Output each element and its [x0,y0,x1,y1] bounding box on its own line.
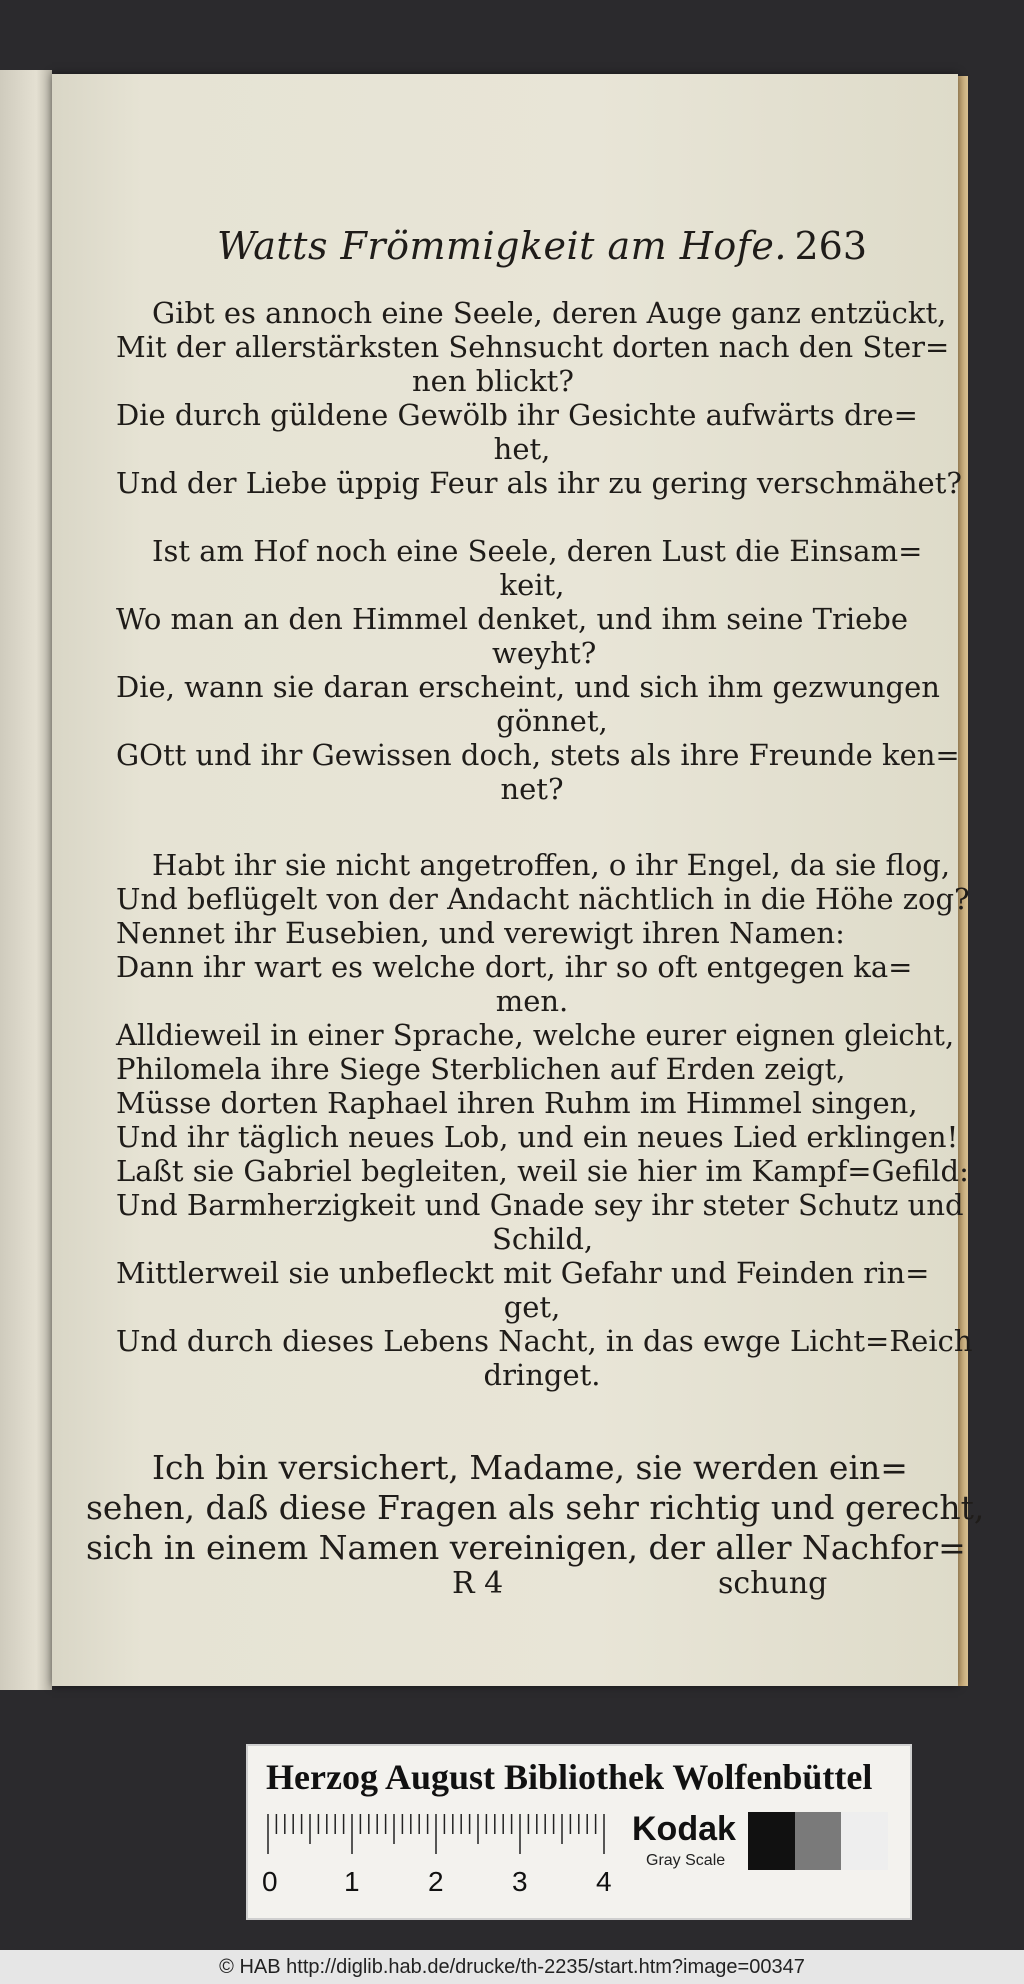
verse-line: get, [503,1290,561,1324]
gray-patch-dark [748,1812,795,1870]
verse-line: Dann ihr wart es welche dort, ihr so oft entgegen ka= [116,950,913,984]
prose-line: sich in einem Namen vereinigen, der aller Nachfor= [86,1528,966,1567]
verse-line: Und durch dieses Lebens Nacht, in das ewge Licht=Reich [116,1324,973,1358]
verse-line: Mittlerweil sie unbefleckt mit Gefahr und Feinden rin= [116,1256,930,1290]
library-name: Herzog August Bibliothek Wolfenbüttel [266,1757,873,1797]
gray-patches [748,1812,888,1870]
ruler-number: 4 [596,1866,612,1897]
gray-scale-label: Gray Scale [646,1852,726,1869]
page-number: 263 [794,224,867,268]
facing-page-edge [0,70,52,1690]
verse-line: men. [495,984,569,1018]
running-head [217,224,867,274]
kodak-logo: Kodak [632,1810,736,1848]
page-text [52,74,985,1686]
running-title: Watts Frömmigkeit am Hofe. [217,224,787,268]
ruler-number: 2 [428,1866,444,1897]
verse-line: Ist am Hof noch eine Seele, deren Lust die Einsam= [152,534,923,568]
verse-line: Mit der allerstärksten Sehnsucht dorten nach den Ster= [116,330,950,364]
verse-line: weyht? [492,636,597,670]
verse-line: Die, wann sie daran erscheint, und sich ihm gezwungen [116,670,940,704]
verse-line: Müsse dorten Raphael ihren Ruhm im Himmel singen, [116,1086,918,1120]
verse-line: Und beflügelt von der Andacht nächtlich in die Höhe zog? [116,882,970,916]
ruler-scale [264,1812,624,1856]
ruler-number: 3 [512,1866,528,1897]
ruler-numbers [262,1866,642,1900]
verse-line: Und der Liebe üppig Feur als ihr zu gering verschmähet? [116,466,962,500]
verse-line: Und Barmherzigkeit und Gnade sey ihr steter Schutz und [116,1188,964,1222]
verse-line: Die durch güldene Gewölb ihr Gesichte aufwärts dre= [116,398,918,432]
verse-line: het, [493,432,551,466]
verse-line: Schild, [492,1222,594,1256]
verse-line: Philomela ihre Siege Sterblichen auf Erden zeigt, [116,1052,846,1086]
prose-line: Ich bin versichert, Madame, sie werden ein= [152,1448,908,1487]
ruler-number: 1 [344,1866,360,1897]
signature-mark: R 4 [452,1566,504,1601]
catchword: schung [718,1566,828,1601]
gray-patch-mid [795,1812,842,1870]
verse-line: keit, [499,568,565,602]
ruler-number: 0 [262,1866,278,1897]
prose-line: sehen, daß diese Fragen als sehr richtig und gerecht, [86,1488,985,1527]
verse-line: dringet. [483,1358,601,1392]
gray-patch-light [841,1812,888,1870]
verse-line: Laßt sie Gabriel begleiten, weil sie hier im Kampf=Gefild: [116,1154,969,1188]
verse-line: GOtt und ihr Gewissen doch, stets als ihre Freunde ken= [116,738,960,772]
verse-line: Und ihr täglich neues Lob, und ein neues Lied erklingen! [116,1120,959,1154]
verse-line: Habt ihr sie nicht angetroffen, o ihr Engel, da sie flog, [152,848,951,882]
verse-line: Wo man an den Himmel denket, und ihm seine Triebe [116,602,909,636]
verse-line: Nennet ihr Eusebien, und verewigt ihren Namen: [116,916,845,950]
color-calibration-card [246,1744,912,1920]
verse-line: nen blickt? [412,364,574,398]
book-page [52,74,985,1686]
verse-line: Alldieweil in einer Sprache, welche eurer eignen gleicht, [116,1018,955,1052]
verse-line: gönnet, [496,704,608,738]
copyright-footer: © HAB http://diglib.hab.de/drucke/th-2235/start.htm?image=00347 [0,1950,1024,1984]
verse-line: Gibt es annoch eine Seele, deren Auge ganz entzückt, [152,296,947,330]
verse-line: net? [500,772,564,806]
